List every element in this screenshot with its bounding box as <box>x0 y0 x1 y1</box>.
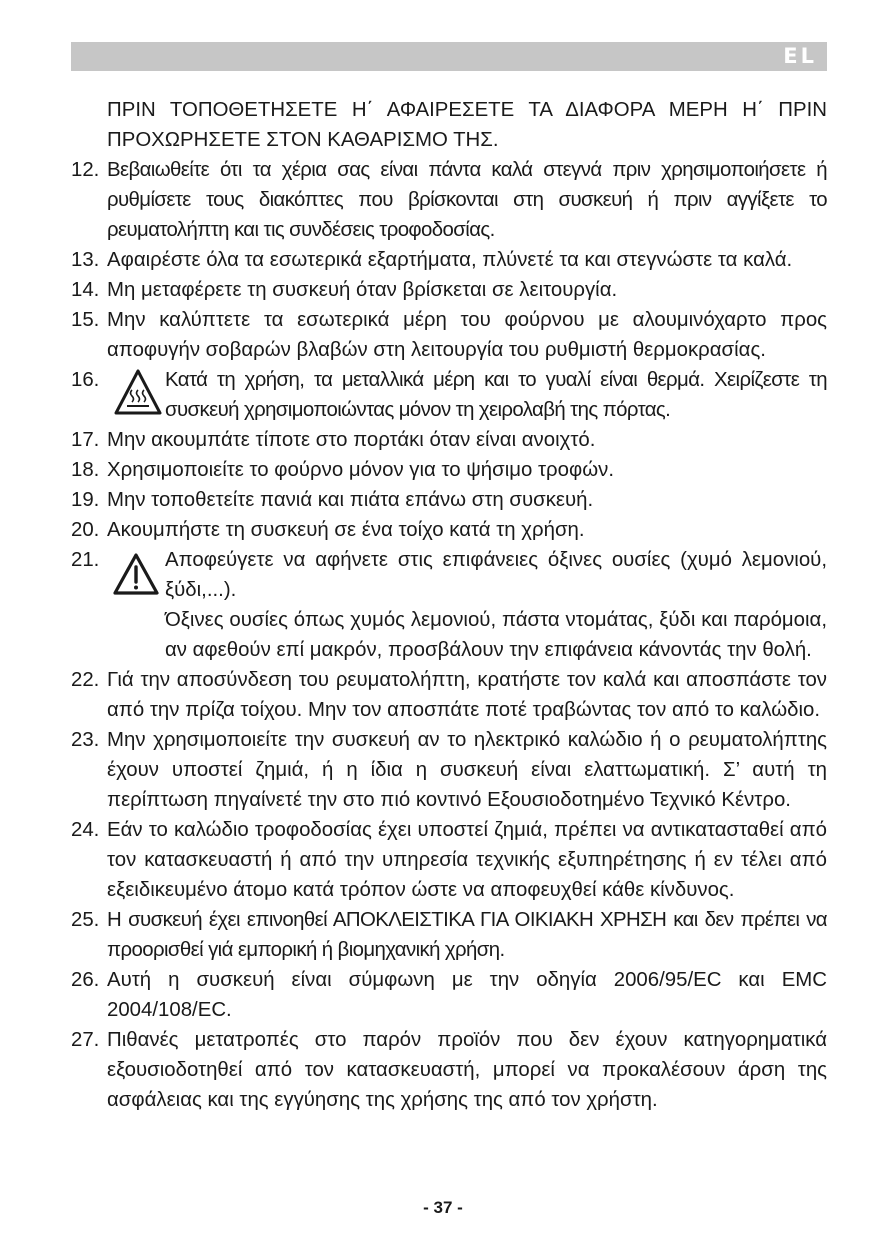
item-number: 21. <box>71 549 100 571</box>
list-item <box>71 515 827 545</box>
item-text: Κατά τη χρήση, τα μεταλλικά μέρη και το γυαλί είναι θερμά. Χειρίζεστε τη συσκευή χρησιμοποιώντας μόνον τη χειρολαβή της πόρτας. <box>165 369 827 421</box>
item-number: 13. <box>71 249 100 271</box>
item-number: 18. <box>71 459 100 481</box>
item-text: Αφαιρέστε όλα τα εσωτερικά εξαρτήματα, πλύνετέ τα και στεγνώστε τα καλά. <box>107 249 793 271</box>
item-text: Βεβαιωθείτε ότι τα χέρια σας είναι πάντα καλά στεγνά πριν χρησιμοποιήσετε ή ρυθμίσετε τους διακόπτες που βρίσκονται στη συσκευή ή πριν αγγίξετε το ρευματολήπτη και τις συνδέσεις τροφοδοσίας. <box>107 159 827 241</box>
hot-surface-icon <box>107 365 165 425</box>
language-badge: EL <box>783 44 817 68</box>
list-item <box>71 455 827 485</box>
item-text: Γιά την αποσύνδεση του ρευματολήπτη, κρατήστε τον καλά και αποσπάστε τον από την πρίζα τοίχου. Μην τον αποσπάτε ποτέ τραβώντας τον από το καλώδιο. <box>107 669 827 721</box>
item-number: 19. <box>71 489 100 511</box>
item-number: 12. <box>71 159 100 181</box>
list-item <box>71 725 827 815</box>
list-item <box>71 305 827 365</box>
item-number: 20. <box>71 519 100 541</box>
item-text: Αποφεύγετε να αφήνετε στις επιφάνειες όξινες ουσίες (χυμό λεμονιού, ξύδι,...). <box>165 549 827 601</box>
list-item <box>71 425 827 455</box>
list-item <box>71 815 827 905</box>
item-number: 17. <box>71 429 100 451</box>
list-item <box>71 155 827 245</box>
list-item <box>71 545 827 665</box>
list-item <box>71 245 827 275</box>
list-item <box>71 365 827 425</box>
item-text: Μη μεταφέρετε τη συσκευή όταν βρίσκεται σε λειτουργία. <box>107 279 618 301</box>
safety-instructions <box>71 95 827 1115</box>
item-text: Μην χρησιμοποιείτε την συσκευή αν το ηλεκτρικό καλώδιο ή ο ρευματολήπτης έχουν υποστεί ζημιά, ή η ίδια η συσκευή είναι ελαττωματική. Σ’ αυτή τη περίπτωση πηγαίνετέ την στο πιό κοντινό Εξουσιοδοτημένο Τεχνικό Κέντρο. <box>107 729 827 811</box>
item-number: 27. <box>71 1029 100 1051</box>
list-item <box>71 665 827 725</box>
item-number: 25. <box>71 909 100 931</box>
item-text: Μην καλύπτετε τα εσωτερικά μέρη του φούρνου με αλουμινόχαρτο προς αποφυγήν σοβαρών βλαβών στη λειτουργία του ρυθμιστή θερμοκρασίας. <box>107 309 827 361</box>
item-number: 15. <box>71 309 100 331</box>
item-number: 22. <box>71 669 100 691</box>
item-number: 14. <box>71 279 100 301</box>
list-item <box>71 905 827 965</box>
header-bar <box>71 42 827 71</box>
item-text: Μην ακουμπάτε τίποτε στο πορτάκι όταν είναι ανοιχτό. <box>107 429 596 451</box>
item-text: Η συσκευή έχει επινοηθεί ΑΠΟΚΛΕΙΣΤΙΚΑ ΓΙΑ ΟΙΚΙΑΚΗ ΧΡΗΣΗ και δεν πρέπει να προορισθεί γιά εμπορική ή βιομηχανική χρήση. <box>107 909 827 961</box>
item-text: Αυτή η συσκευή είναι σύμφωνη με την οδηγία 2006/95/EC και EMC 2004/108/EC. <box>107 969 827 1021</box>
list-item <box>71 1025 827 1115</box>
intro-warning: ΠΡΙΝ ΤΟΠΟΘΕΤΗΣΕΤΕ Η΄ ΑΦΑΙΡΕΣΕΤΕ ΤΑ ΔΙΑΦΟΡΑ ΜΕΡΗ Η΄ ΠΡΙΝ ΠΡΟΧΩΡΗΣΕΤΕ ΣΤΟΝ ΚΑΘΑΡΙΣΜΟ ΤΗΣ. <box>107 99 827 151</box>
list-item <box>71 485 827 515</box>
item-number: 26. <box>71 969 100 991</box>
item-number: 16. <box>71 369 100 391</box>
item-number: 24. <box>71 819 100 841</box>
item-text: Πιθανές μετατροπές στο παρόν προϊόν που δεν έχουν κατηγορηματικά εξουσιοδοτηθεί από τον κατασκευαστή, μπορεί να προκαλέσουν άρση της ασφάλειας και της εγγύησης της χρήσης της από τον χρήστη. <box>107 1029 827 1111</box>
item-text: Ακουμπήστε τη συσκευή σε ένα τοίχο κατά τη χρήση. <box>107 519 585 541</box>
item-number: 23. <box>71 729 100 751</box>
item-text: Εάν το καλώδιο τροφοδοσίας έχει υποστεί ζημιά, πρέπει να αντικατασταθεί από τον κατασκευαστή ή από την υπηρεσία τεχνικής εξυπηρέτησης ή εν τέλει από εξειδικευμένο άτομο κατά τρόπον ώστε να αποφευχθεί κάθε κίνδυνος. <box>107 819 827 901</box>
item-text-detail: Όξινες ουσίες όπως χυμός λεμονιού, πάστα ντομάτας, ξύδι και παρόμοια, αν αφεθούν επί μακρόν, προσβάλουν την επιφάνεια κάνοντάς την θολή. <box>165 609 827 661</box>
list-item <box>71 965 827 1025</box>
list-item <box>71 275 827 305</box>
page-number: - 37 - <box>423 1198 463 1217</box>
item-text: Μην τοποθετείτε πανιά και πιάτα επάνω στη συσκευή. <box>107 489 594 511</box>
item-text: Χρησιμοποιείτε το φούρνο μόνον για το ψήσιμο τροφών. <box>107 459 614 481</box>
warning-icon <box>107 545 165 665</box>
